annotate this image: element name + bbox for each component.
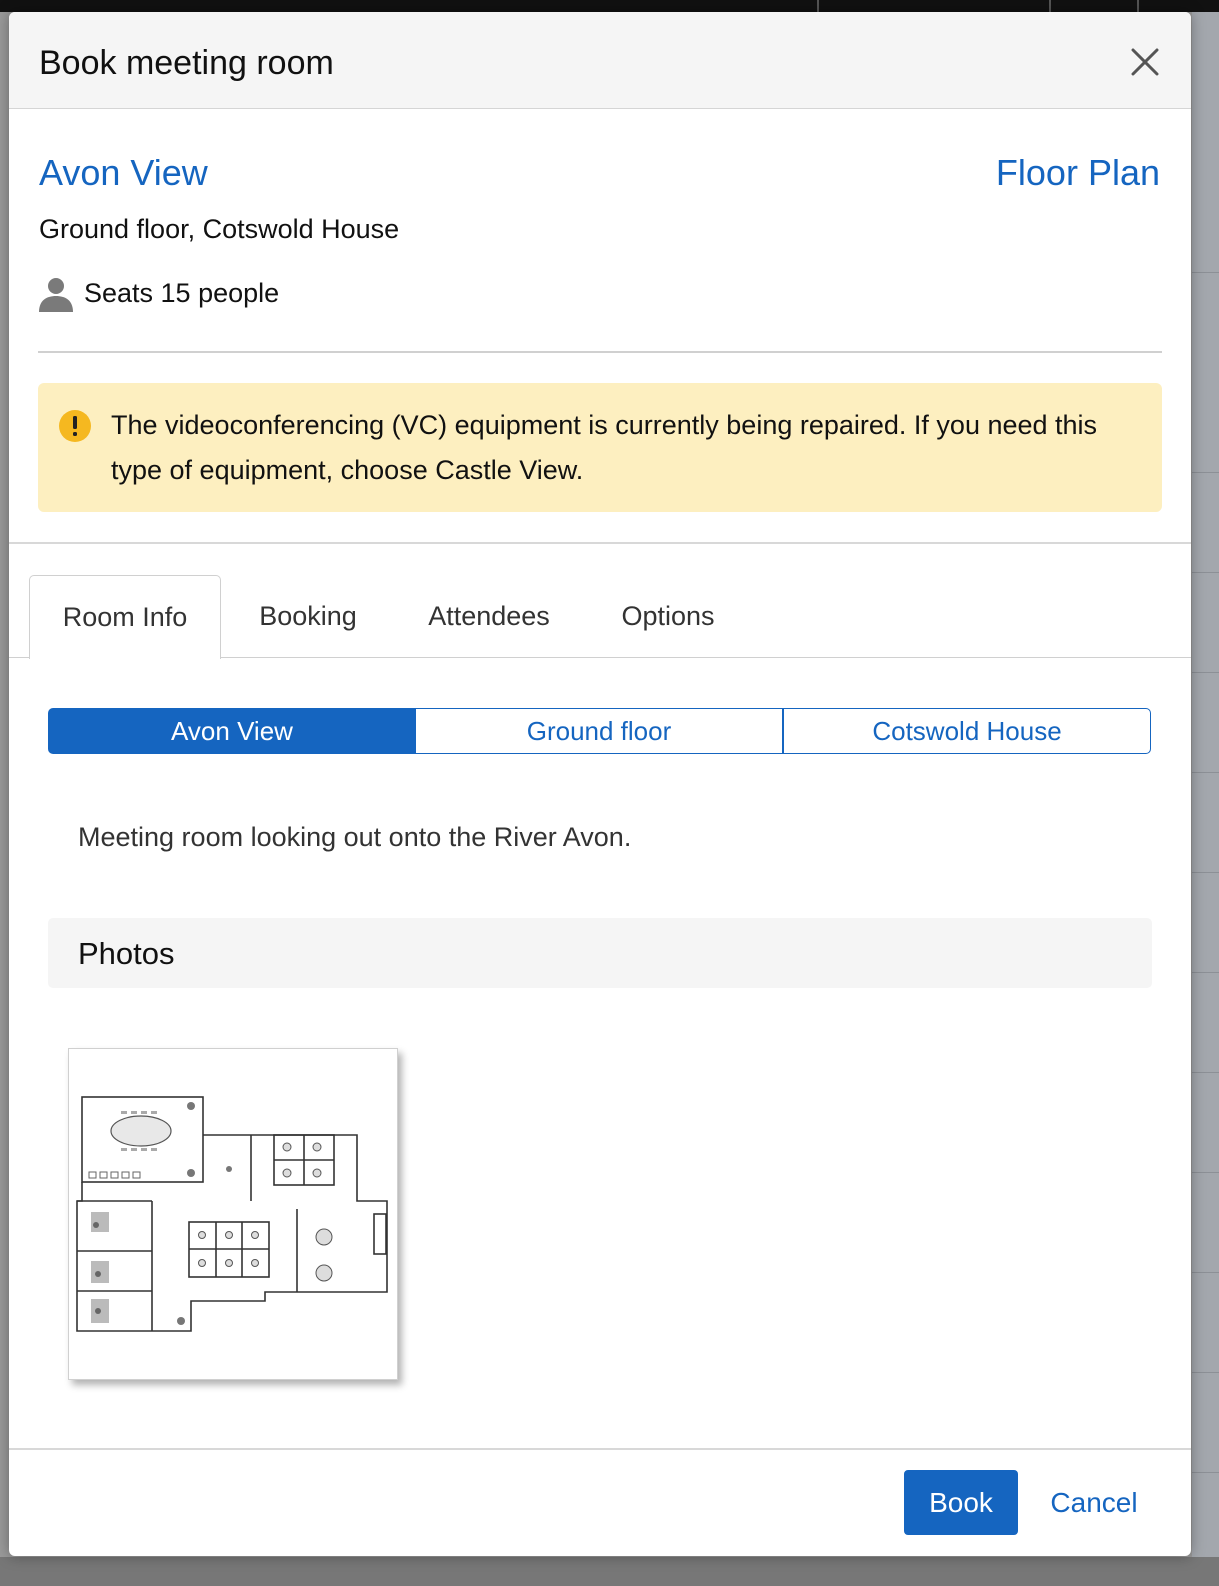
room-location: Ground floor, Cotswold House [39,214,400,244]
backdrop-bottom-bar [0,1557,1219,1586]
segment-floor[interactable]: Ground floor [415,708,783,754]
warning-icon [59,410,91,442]
tab-room-info[interactable]: Room Info [29,575,221,659]
photos-section-header [48,918,1152,988]
segment-building[interactable]: Cotswold House [783,708,1151,754]
tab-booking[interactable]: Booking [259,601,357,631]
photos-title: Photos [78,936,175,971]
close-icon [1125,42,1165,82]
book-button[interactable]: Book [904,1470,1018,1535]
book-meeting-room-dialog [9,12,1191,1556]
location-segmented-control [48,708,1152,754]
divider [38,351,1162,353]
dialog-header [9,12,1191,109]
cancel-button[interactable]: Cancel [1050,1487,1138,1518]
warning-banner [38,383,1162,512]
tab-options[interactable]: Options [621,601,715,631]
close-button[interactable] [1125,42,1165,82]
room-description: Meeting room looking out onto the River Avon. [78,822,632,852]
divider [9,542,1191,544]
seats-text: Seats 15 people [84,278,280,308]
photo-thumbnail[interactable] [68,1048,398,1380]
backdrop-page-edge [1192,12,1219,1586]
room-name: Avon View [39,152,208,193]
floor-plan-image [69,1049,397,1379]
floor-plan-link[interactable]: Floor Plan [995,152,1160,193]
warning-text: The videoconferencing (VC) equipment is currently being repaired. If you need this type of equipment, choose Castle View. [111,410,1098,485]
person-icon [38,276,74,312]
dialog-title: Book meeting room [39,44,334,82]
footer-divider [9,1448,1191,1450]
tab-attendees[interactable]: Attendees [428,601,550,631]
tab-bar [9,575,1191,658]
backdrop-top-bar [0,0,1219,12]
segment-room[interactable]: Avon View [48,708,416,754]
